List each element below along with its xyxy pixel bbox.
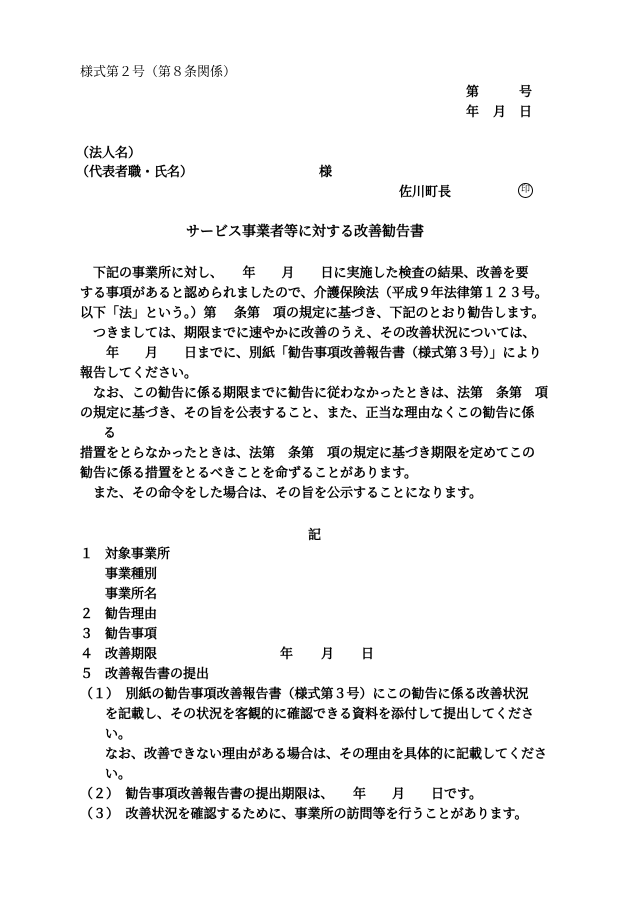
item-label: 勧告理由 [105, 607, 158, 622]
body-line: 措置をとらなかったときは、法第 条第 項の規定に基づき期限を定めてこの [80, 446, 536, 461]
date-year: 年 [466, 105, 480, 120]
date-day: 日 [519, 105, 533, 120]
deadline-month: 月 [321, 647, 335, 662]
body-line: る [90, 426, 117, 441]
sub-item-line: （３） 改善状況を確認するために、事業所の訪問等を行うことがあります。 [80, 807, 528, 822]
body-line: する事項があると認められましたので、介護保険法（平成９年法律第１２３号。 [80, 286, 548, 301]
item-label: 対象事業所 [105, 547, 171, 562]
item-number: ４ [80, 647, 94, 662]
body-line: の規定に基づき、その旨を公表すること、また、正当な理由なくこの勧告に係 [80, 406, 535, 421]
sub-item-line: い。 [105, 727, 132, 742]
form-number: 様式第２号（第８条関係） [80, 65, 237, 80]
body-line: つきましては、期限までに速やかに改善のうえ、その改善状況については、 [80, 326, 536, 341]
item-label: 事業種別 [105, 567, 158, 582]
item-label: 改善期限 [105, 647, 158, 662]
seal-mark: 印 [518, 183, 533, 198]
issuer-name: 佐川町長 [399, 185, 452, 200]
body-line: 勧告に係る措置をとるべきことを命ずることがあります。 [80, 466, 417, 481]
sub-item-line: （１） 別紙の勧告事項改善報告書（様式第３号）にこの勧告に係る改善状況 [80, 687, 529, 702]
sub-item-line: い。 [105, 767, 132, 782]
body-line: 報告してください。 [80, 366, 198, 381]
doc-number-prefix: 第 [466, 85, 480, 100]
body-line: 以下「法」という。）第 条第 項の規定に基づき、下記のとおり勧告します。 [80, 306, 545, 321]
body-line: 下記の事業所に対し、 年 月 日に実施した検査の結果、改善を要 [80, 266, 529, 281]
corp-name-label: （法人名） [76, 146, 142, 161]
item-number: １ [80, 547, 94, 562]
item-number: ３ [80, 627, 94, 642]
body-line: 年 月 日までに、別紙「勧告事項改善報告書（様式第３号）」により [80, 346, 542, 361]
ki-heading: 記 [308, 528, 322, 543]
body-line: なお、この勧告に係る期限までに勧告に従わなかったときは、法第 条第 項 [80, 386, 549, 401]
sub-item-line: （２） 勧告事項改善報告書の提出期限は、 年 月 日です。 [80, 787, 482, 802]
item-label: 改善報告書の提出 [105, 667, 210, 682]
item-label: 事業所名 [105, 587, 158, 602]
honorific: 様 [319, 165, 333, 180]
sub-item-line: なお、改善できない理由がある場合は、その理由を具体的に記載してくださ [105, 747, 548, 762]
date-month: 月 [493, 105, 507, 120]
deadline-day: 日 [361, 647, 375, 662]
deadline-year: 年 [280, 647, 294, 662]
item-number: ５ [80, 667, 94, 682]
doc-number-suffix: 号 [519, 85, 533, 100]
representative-label: （代表者職・氏名） [76, 165, 194, 180]
document-title: サービス事業者等に対する改善勧告書 [186, 224, 424, 240]
body-line: また、その命令をした場合は、その旨を公示することになります。 [80, 486, 482, 501]
sub-item-line: を記載し、その状況を客観的に確認できる資料を添付して提出してくださ [105, 707, 535, 722]
item-number: ２ [80, 607, 94, 622]
item-label: 勧告事項 [105, 627, 158, 642]
